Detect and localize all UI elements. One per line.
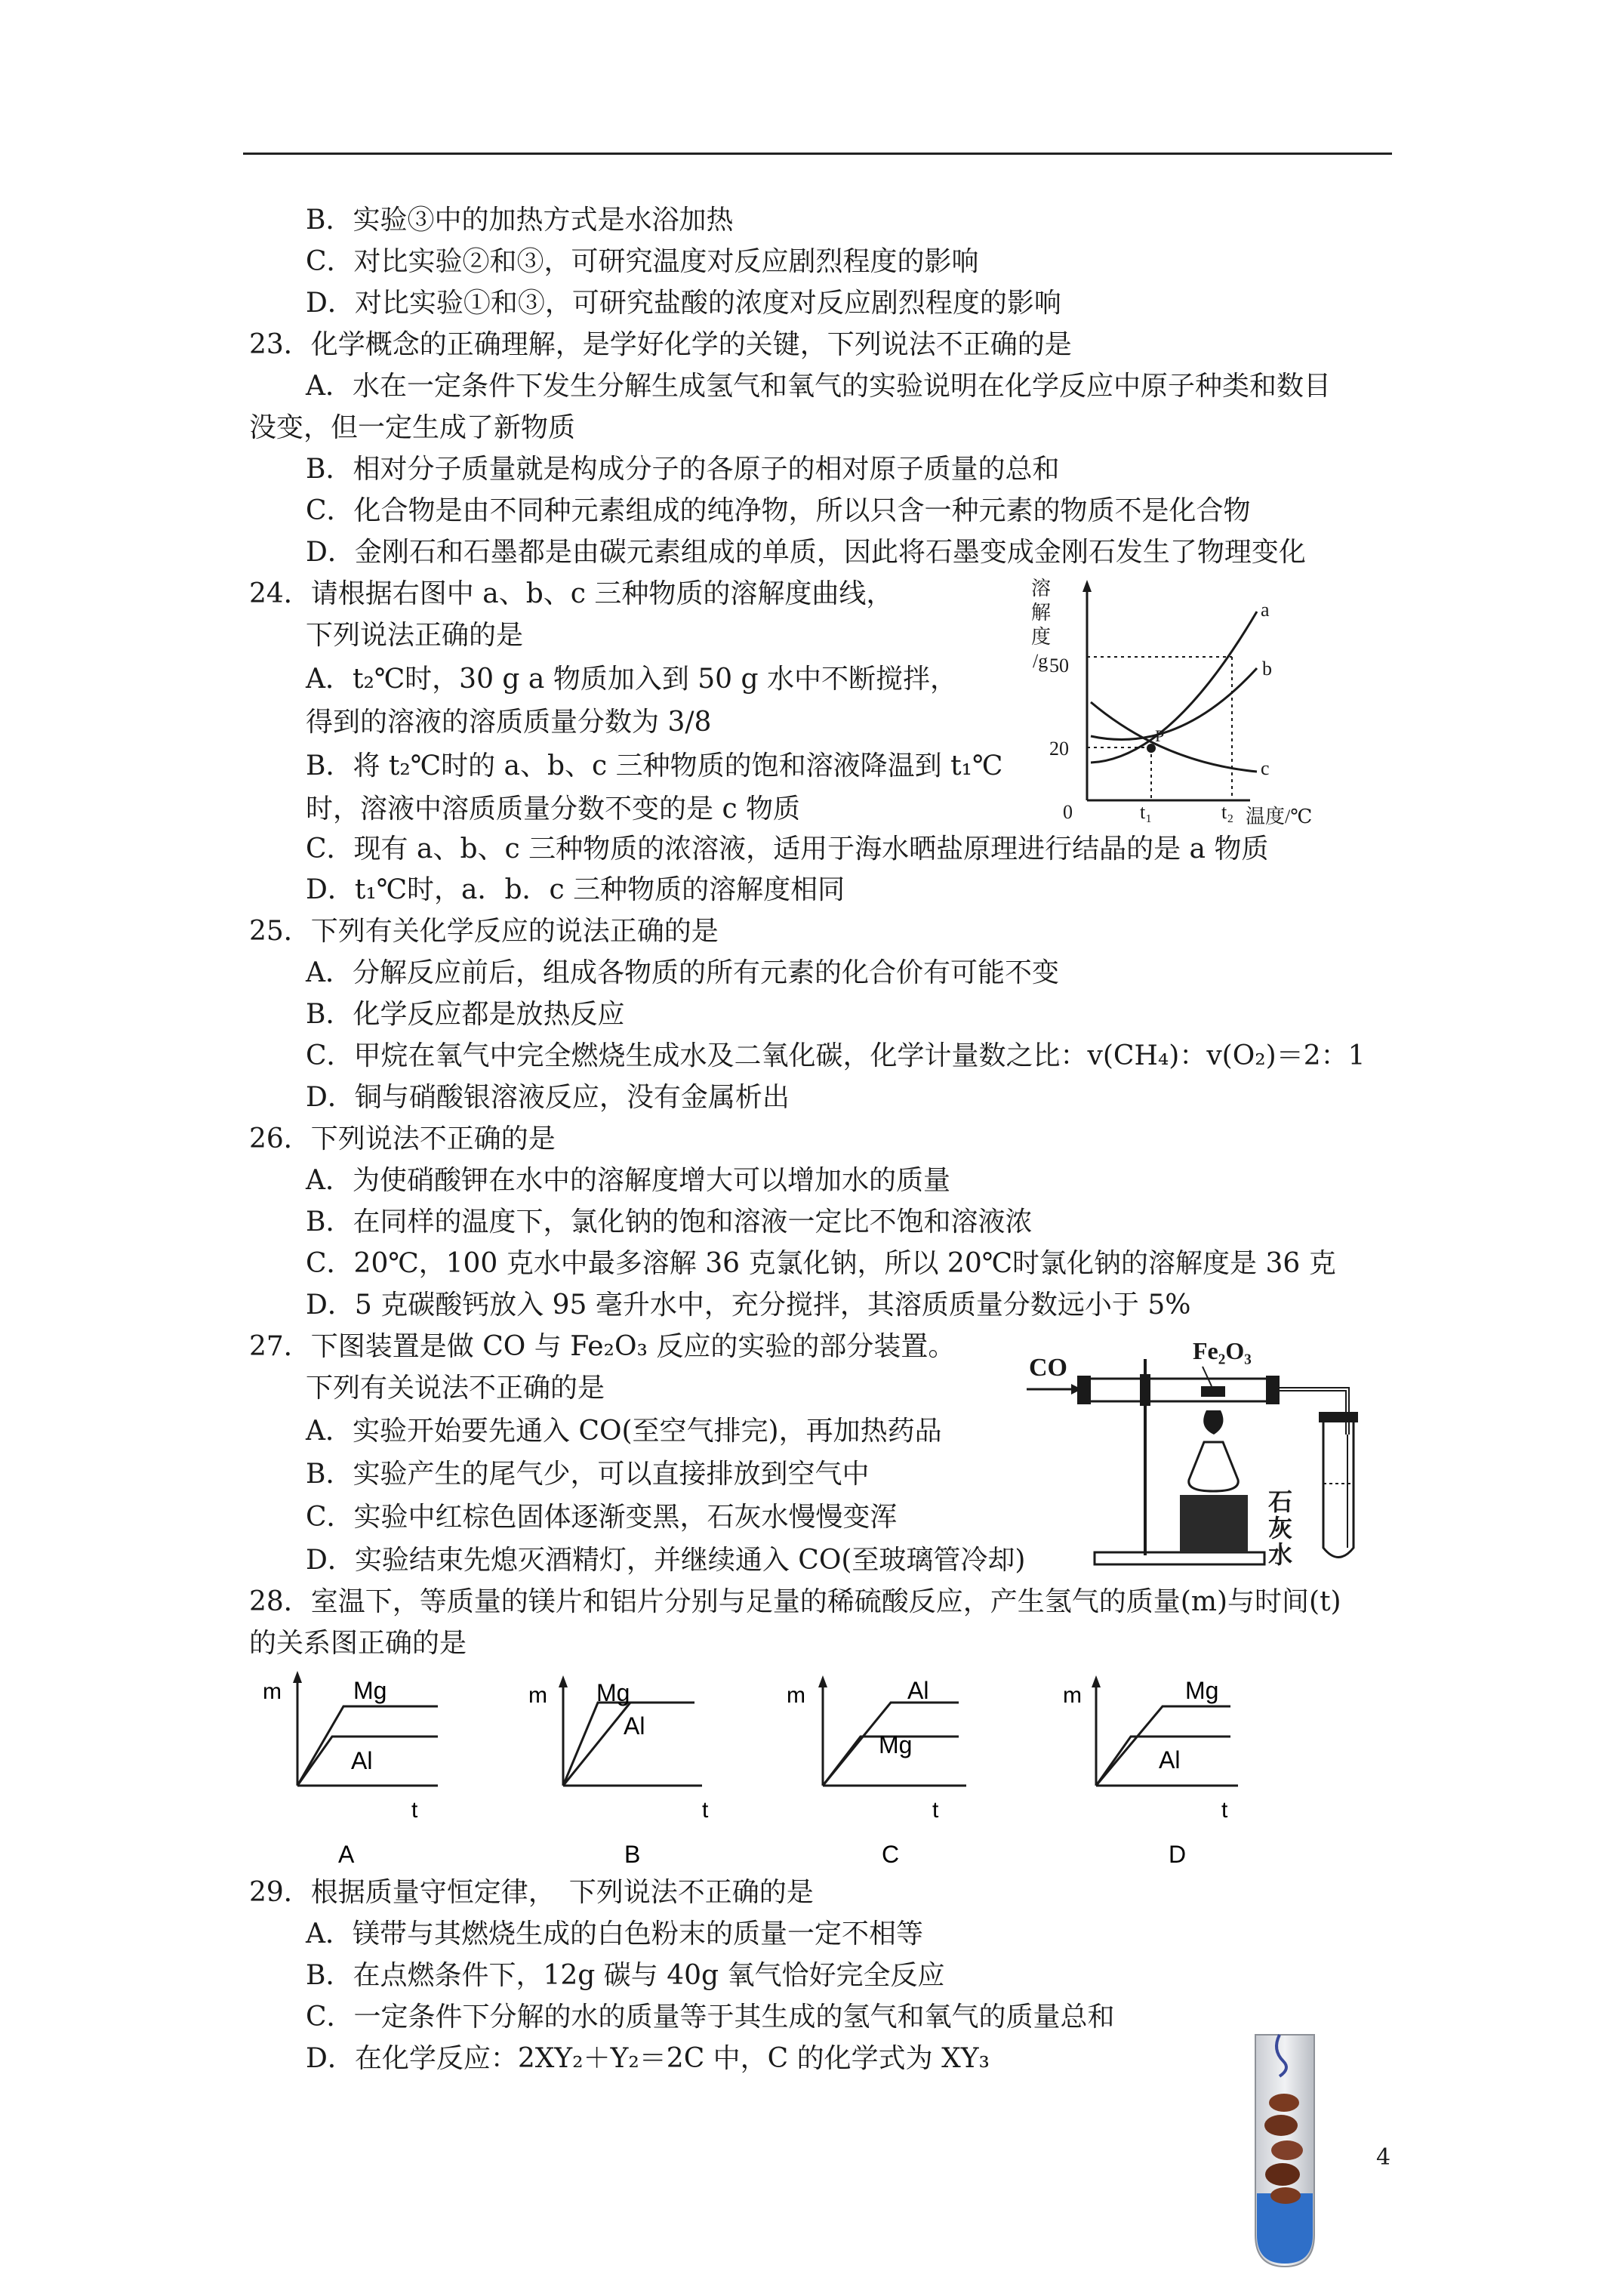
solubility-ytick-50: 50 <box>1049 655 1069 676</box>
q23-option-b: B．相对分子质量就是构成分子的各原子的相对原子质量的总和 <box>306 454 1060 485</box>
intersection-point-p <box>1147 744 1156 753</box>
graph-c-arrow <box>818 1675 827 1687</box>
curve-label-b: b <box>1262 658 1272 680</box>
graph-a-caption: A <box>338 1841 355 1868</box>
graph-b-caption: B <box>624 1841 641 1868</box>
solubility-xlabel: 温度/℃ <box>1246 806 1313 827</box>
q29-option-b: B．在点燃条件下，12g 碳与 40g 氧气恰好完全反应 <box>306 1960 945 1991</box>
q26-option-b: B．在同样的温度下，氯化钠的饱和溶液一定比不饱和溶液浓 <box>306 1207 1033 1237</box>
tube-solid <box>1264 2115 1298 2136</box>
graph-b-lower-curve <box>563 1703 630 1786</box>
graph-d-lower-label: Al <box>1159 1746 1181 1774</box>
graph-c-lower-label: Mg <box>879 1731 913 1758</box>
graph-d-t: t <box>1221 1798 1228 1823</box>
q26-option-c: C．20℃，100 克水中最多溶解 36 克氯化钠，所以 20℃时氯化钠的溶解度是 36 克 <box>306 1248 1336 1279</box>
flame <box>1203 1410 1223 1435</box>
graph-c <box>787 1675 966 1868</box>
solubility-curve-figure <box>1027 574 1321 834</box>
limewater-char: 石 <box>1268 1488 1293 1515</box>
q23-option-a-line1: A．水在一定条件下发生分解生成氢气和氧气的实验说明在化学反应中原子种类和数目 <box>306 371 1331 402</box>
header-rule <box>243 153 1392 155</box>
glass-tube <box>1083 1379 1272 1401</box>
q23-option-a-line2: 没变，但一定生成了新物质 <box>249 412 576 443</box>
graph-a-upper-label: Mg <box>353 1677 387 1704</box>
q24-option-a-line2: 得到的溶液的溶质质量分数为 3/8 <box>306 707 712 738</box>
q26-stem: 26．下列说法不正确的是 <box>249 1123 556 1154</box>
graph-a-t: t <box>411 1798 418 1823</box>
graph-a-m: m <box>263 1679 282 1704</box>
q24-option-b-line1: B．将 t₂℃时的 a、b、c 三种物质的饱和溶液降温到 t₁℃ <box>306 750 1003 781</box>
fe2o3-sample <box>1201 1386 1225 1397</box>
q23-stem: 23．化学概念的正确理解，是学好化学的关键，下列说法不正确的是 <box>249 329 1072 360</box>
alcohol-lamp <box>1189 1442 1238 1491</box>
graph-d <box>1063 1675 1238 1868</box>
graph-d-caption: D <box>1169 1841 1187 1868</box>
q23-option-d: D．金刚石和石墨都是由碳元素组成的单质，因此将石墨变成金刚石发生了物理变化 <box>306 537 1306 568</box>
graph-c-upper-label: Al <box>907 1677 929 1704</box>
q22-option-c: C．对比实验②和③，可研究温度对反应剧烈程度的影响 <box>306 246 979 277</box>
q28-stem-line1: 28．室温下，等质量的镁片和铝片分别与足量的稀硫酸反应，产生氢气的质量(m)与时间(t) <box>249 1586 1341 1617</box>
q29-option-c: C．一定条件下分解的水的质量等于其生成的氢气和氧气的质量总和 <box>306 2002 1115 2032</box>
q27-option-d: D．实验结束先熄灭酒精灯，并继续通入 CO(至玻璃管冷却) <box>306 1545 1026 1576</box>
stand-clamp <box>1140 1374 1150 1406</box>
graph-c-caption: C <box>882 1841 900 1868</box>
graph-c-m: m <box>787 1683 805 1708</box>
q27-stem-line2: 下列有关说法不正确的是 <box>306 1373 605 1404</box>
left-stopper <box>1077 1376 1091 1404</box>
q24-option-a-line1: A．t₂℃时，30 g a 物质加入到 50 g 水中不断搅拌， <box>306 664 957 695</box>
q29-stem: 29．根据质量守恒定律， 下列说法不正确的是 <box>249 1877 814 1908</box>
solubility-ylabel-char: 溶 <box>1031 578 1052 599</box>
q23-option-c: C．化合物是由不同种元素组成的纯净物，所以只含一种元素的物质不是化合物 <box>306 495 1251 526</box>
co-label: CO <box>1029 1354 1067 1382</box>
y-axis-arrow <box>1083 580 1092 592</box>
q28-stem-line2: 的关系图正确的是 <box>249 1628 467 1659</box>
test-tube-stopper <box>1319 1412 1358 1422</box>
solubility-xtick-t2: t₂ <box>1221 801 1234 823</box>
q29-option-a: A．镁带与其燃烧生成的白色粉末的质量一定不相等 <box>306 1918 923 1949</box>
q24-stem-line1: 24．请根据右图中 a、b、c 三种物质的溶解度曲线， <box>249 578 894 609</box>
limewater-test-tube <box>1323 1416 1354 1558</box>
q22-option-d: D．对比实验①和③，可研究盐酸的浓度对反应剧烈程度的影响 <box>306 288 1061 319</box>
graph-b-m: m <box>528 1683 547 1708</box>
mg-al-graphs <box>249 1665 1291 1869</box>
tube-solid <box>1271 2140 1303 2160</box>
test-tube-photo <box>1249 2031 1321 2273</box>
q24-option-c: C．现有 a、b、c 三种物质的浓溶液，适用于海水晒盐原理进行结晶的是 a 物质 <box>306 834 1269 864</box>
tube-solid <box>1270 2187 1301 2204</box>
q29-option-d: D．在化学反应：2XY₂＋Y₂＝2C 中，C 的化学式为 XY₃ <box>306 2043 990 2074</box>
graph-a <box>263 1671 438 1868</box>
curve-label-c: c <box>1261 757 1270 779</box>
graph-b <box>528 1675 709 1868</box>
right-stopper <box>1266 1376 1280 1404</box>
point-label-p: P <box>1155 726 1165 745</box>
solubility-ylabel-char: /g <box>1033 650 1049 672</box>
stand-base <box>1095 1552 1264 1564</box>
graph-a-arrow <box>293 1671 302 1683</box>
q25-stem: 25．下列有关化学反应的说法正确的是 <box>249 916 719 947</box>
limewater-char: 灰 <box>1268 1515 1293 1542</box>
graph-d-m: m <box>1063 1683 1082 1708</box>
graph-a-lower-label: Al <box>351 1747 373 1774</box>
graph-b-arrow <box>559 1675 568 1687</box>
graph-d-arrow <box>1092 1675 1101 1687</box>
fe2o3-label: Fe₂O₃ <box>1193 1337 1252 1364</box>
q25-option-a: A．分解反应前后，组成各物质的所有元素的化合价有可能不变 <box>306 957 1059 988</box>
solubility-origin: 0 <box>1063 801 1073 823</box>
q24-option-d: D．t₁℃时，a．b．c 三种物质的溶解度相同 <box>306 874 845 905</box>
solubility-ylabel-char: 度 <box>1031 626 1052 648</box>
q27-stem-line1: 27．下图装置是做 CO 与 Fe₂O₃ 反应的实验的部分装置。 <box>249 1331 956 1362</box>
fe2o3-pointer <box>1203 1367 1212 1386</box>
graph-d-upper-label: Mg <box>1185 1677 1219 1704</box>
graph-b-t: t <box>702 1798 709 1823</box>
q27-option-a: A．实验开始要先通入 CO(至空气排完)，再加热药品 <box>306 1416 942 1447</box>
q26-option-d: D．5 克碳酸钙放入 95 毫升水中，充分搅拌，其溶质质量分数远小于 5% <box>306 1290 1191 1321</box>
q22-option-b: B．实验③中的加热方式是水浴加热 <box>306 205 734 236</box>
q24-option-b-line2: 时，溶液中溶质质量分数不变的是 c 物质 <box>306 794 801 824</box>
q25-option-b: B．化学反应都是放热反应 <box>306 999 625 1030</box>
q25-option-d: D．铜与硝酸银溶液反应，没有金属析出 <box>306 1082 790 1113</box>
lamp-block <box>1180 1495 1248 1552</box>
limewater-char: 水 <box>1268 1541 1293 1568</box>
q27-option-b: B．实验产生的尾气少，可以直接排放到空气中 <box>306 1459 870 1490</box>
q24-stem-line2: 下列说法正确的是 <box>306 620 524 651</box>
co-fe2o3-apparatus <box>1023 1329 1389 1570</box>
tube-solid <box>1269 2094 1299 2112</box>
curve-label-a: a <box>1261 599 1270 621</box>
graph-c-t: t <box>932 1798 939 1823</box>
solubility-xtick-t1: t₁ <box>1140 801 1153 823</box>
solubility-ytick-20: 20 <box>1049 738 1069 760</box>
solubility-ylabel-char: 解 <box>1031 602 1052 624</box>
q26-option-a: A．为使硝酸钾在水中的溶解度增大可以增加水的质量 <box>306 1165 950 1196</box>
tube-solid <box>1265 2163 1300 2186</box>
graph-b-lower-label: Al <box>624 1712 645 1740</box>
q27-option-c: C．实验中红棕色固体逐渐变黑，石灰水慢慢变浑 <box>306 1502 898 1533</box>
graph-b-upper-label: Mg <box>596 1679 630 1706</box>
q25-option-c: C．甲烷在氧气中完全燃烧生成水及二氧化碳，化学计量数之比：v(CH₄)：v(O₂)＝2：1 <box>306 1040 1366 1071</box>
page-number: 4 <box>1376 2144 1391 2171</box>
